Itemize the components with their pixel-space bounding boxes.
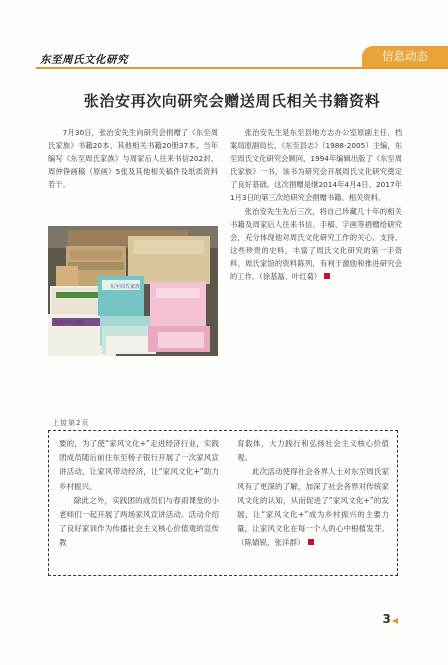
end-mark-icon [308, 539, 314, 545]
continued-paragraph: 除此之外，实践团的成员们与春雨课堂的小老师们一起开展了两场家风宣讲活动。活动介绍了良好家训作为传播社会主义核心价值观的宣传教 [59, 495, 219, 548]
continued-left-column [59, 437, 219, 551]
section-tab: 信息动态 [362, 46, 448, 67]
article-paragraph: 张治安先生是东至县地方志办公室原副主任、档案局原副局长，《东至县志》（1988-2005）主编，东至周氏文化研究会顾问，1994年编辑出版了《东至周氏家族》一书，该书为研究会开展周氏文化研究奠定了良好基础。这次捐赠是继2014年4月4日、2017年1月3日的第三次给研究会捐赠书籍、相关资料。 [230, 128, 402, 203]
publication-name: 东至周氏文化研究 [40, 54, 128, 66]
article-paragraph [230, 205, 402, 284]
article-paragraph-text: 张治安先生先后三次，将自己珍藏几十年的相关书籍及周家后人往来书信、手稿、字画等捐赠给研究会，充分体现他对周氏文化研究工作的关心、支持。这些珍贵的史料，丰富了周氏文化研究的第一手资料、周氏家馆的资料陈列，有利于激励和推进研究会的工作。（徐基磊、叶红菊） [230, 206, 402, 282]
page-number [382, 612, 398, 626]
continued-paragraph-text: 此次活动使得社会各界人士对东至周氏家风有了更深的了解，加深了社会各界对传统家风文化的认知，从而促进了“家风文化+”的发展，让“家风文化+”成为乡村振兴的主要力量，让家风文化在每一个人的心中根植发芽。（陈婧锐、张洋群） [237, 467, 389, 548]
article-paragraph: 7月30日，张治安先生向研究会捐赠了《东至周氏家族》书籍20本、其他相关书籍20册37本、当年编写《东至周氏家族》与周家后人往来书信202封、周仲铮画稿（原画）5张及其他相关稿件及纸质资料若干。 [48, 128, 218, 190]
article-left-column [48, 126, 218, 191]
continued-paragraph: 要的，为了使“家风文化+”走进经济行业，实践团成员随后前往东至杨子银行开展了一次家风宣讲活动，让家风带动经济，让“家风文化+”助力乡村振兴。 [59, 439, 219, 491]
article-right-column [230, 126, 402, 283]
book-label: 东至周氏家族 [54, 320, 85, 326]
header-rule [36, 67, 448, 69]
continued-paragraph [237, 465, 389, 550]
donated-books-photo [48, 226, 218, 356]
book-label: 东至周氏家族 [110, 284, 141, 290]
page-arrow-icon: ◀ [391, 616, 398, 625]
continued-right-column [237, 437, 389, 551]
continued-article-box [48, 430, 398, 576]
continued-paragraph: 育载体，大力践行和弘扬社会主义核心价值观。 [237, 439, 389, 463]
article-title: 张治安再次向研究会赠送周氏相关书籍资料 [83, 92, 381, 110]
end-mark-icon [324, 273, 330, 279]
continued-label: 上接第2页 [52, 419, 90, 427]
page-number-text: 3 [382, 612, 391, 626]
